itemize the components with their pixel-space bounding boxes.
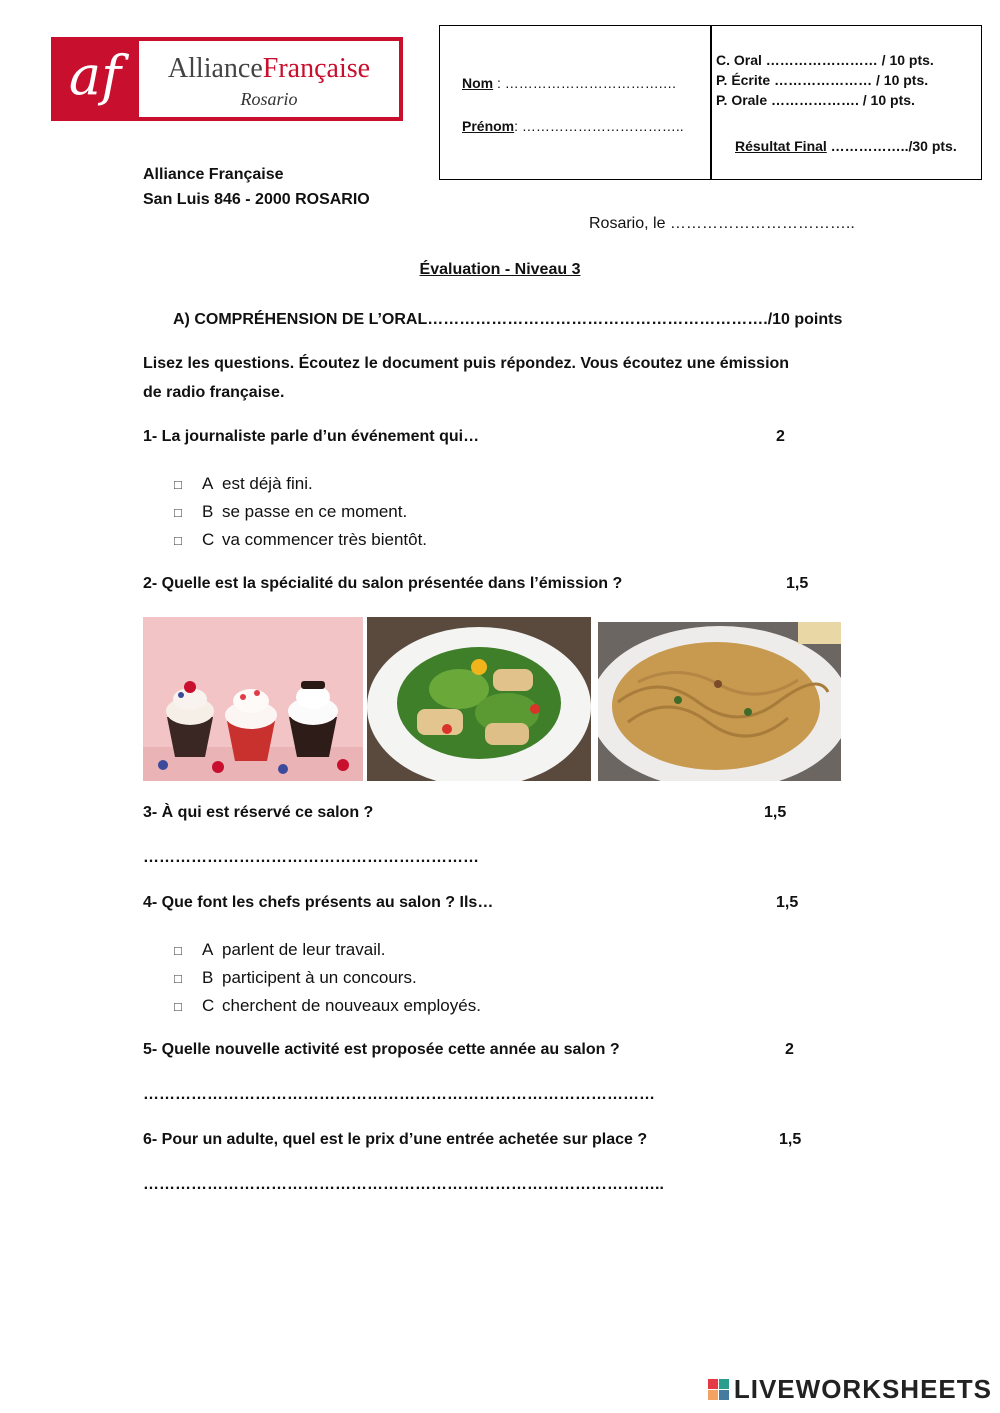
instructions-line-2: de radio française. [143, 384, 285, 401]
score-c-oral: C. Oral …………………… / 10 pts. [716, 52, 934, 68]
q1-option-a[interactable]: □ A est déjà fini. [174, 474, 313, 493]
q4-option-b[interactable]: □ B participent à un concours. [174, 968, 417, 987]
liveworksheets-watermark: LIVEWORKSHEETS [708, 1374, 992, 1405]
checkbox-icon[interactable]: □ [174, 533, 182, 548]
section-heading: A) COMPRÉHENSION DE L’ORAL………………………………………………………./10 points [173, 311, 843, 328]
question-2: 2- Quelle est la spécialité du salon présentée dans l’émission ? [143, 575, 623, 592]
instructions-line-1: Lisez les questions. Écoutez le document puis répondez. Vous écoutez une émission [143, 355, 790, 372]
nom-field[interactable]: Nom : …………………………….… [462, 75, 677, 91]
pasta-photo[interactable] [598, 622, 841, 781]
q4-option-c[interactable]: □ C cherchent de nouveaux employés. [174, 996, 481, 1015]
logo-brand-name: AllianceFrançaise [167, 53, 371, 84]
score-p-ecrite: P. Écrite ………………… / 10 pts. [716, 72, 929, 88]
question-6: 6- Pour un adulte, quel est le prix d’une entrée achetée sur place ? [143, 1131, 648, 1148]
answer-line-6[interactable]: …………………………………………………………………………………….. [143, 1176, 664, 1193]
answer-line-5[interactable]: …………………………………………………………………………………… [143, 1086, 655, 1103]
score-final: Résultat Final ……………../30 pts. [735, 138, 957, 154]
address-line-1: Alliance Française [143, 166, 284, 183]
logo-city: Rosario [240, 89, 298, 109]
prenom-field[interactable]: Prénom: …………………………….. [462, 118, 684, 134]
checkbox-icon[interactable]: □ [174, 943, 182, 958]
salad-photo[interactable] [367, 617, 591, 781]
q4-option-a[interactable]: □ A parlent de leur travail. [174, 940, 386, 959]
answer-line-3[interactable]: ……………………………………………………… [143, 849, 479, 866]
score-p-orale: P. Orale ………………. / 10 pts. [716, 92, 915, 108]
score-box-divider [710, 26, 712, 179]
date-line: Rosario, le …………………………….. [589, 215, 855, 232]
q1-option-c[interactable]: □ C va commencer très bientôt. [174, 530, 428, 549]
checkbox-icon[interactable]: □ [174, 505, 182, 520]
question-5-points: 2 [785, 1041, 794, 1058]
score-box [439, 25, 982, 180]
checkbox-icon[interactable]: □ [174, 477, 182, 492]
question-5: 5- Quelle nouvelle activité est proposée cette année au salon ? [143, 1041, 620, 1058]
question-4-points: 1,5 [776, 894, 799, 911]
address-line-2: San Luis 846 - 2000 ROSARIO [143, 191, 370, 208]
liveworksheets-logo-icon [708, 1379, 730, 1401]
question-3: 3- À qui est réservé ce salon ? [143, 804, 374, 821]
checkbox-icon[interactable]: □ [174, 971, 182, 986]
question-6-points: 1,5 [779, 1131, 802, 1148]
question-2-points: 1,5 [786, 575, 809, 592]
alliance-francaise-logo [51, 37, 403, 121]
q1-option-b[interactable]: □ B se passe en ce moment. [174, 502, 408, 521]
af-mark: af [68, 44, 122, 107]
question-3-points: 1,5 [764, 804, 787, 821]
cupcakes-photo[interactable] [143, 617, 363, 781]
question-4: 4- Que font les chefs présents au salon ? Ils… [143, 894, 494, 911]
question-1-points: 2 [776, 428, 785, 445]
checkbox-icon[interactable]: □ [174, 999, 182, 1014]
page-title: Évaluation - Niveau 3 [419, 261, 581, 278]
question-1: 1- La journaliste parle d’un événement qui… [143, 428, 480, 445]
